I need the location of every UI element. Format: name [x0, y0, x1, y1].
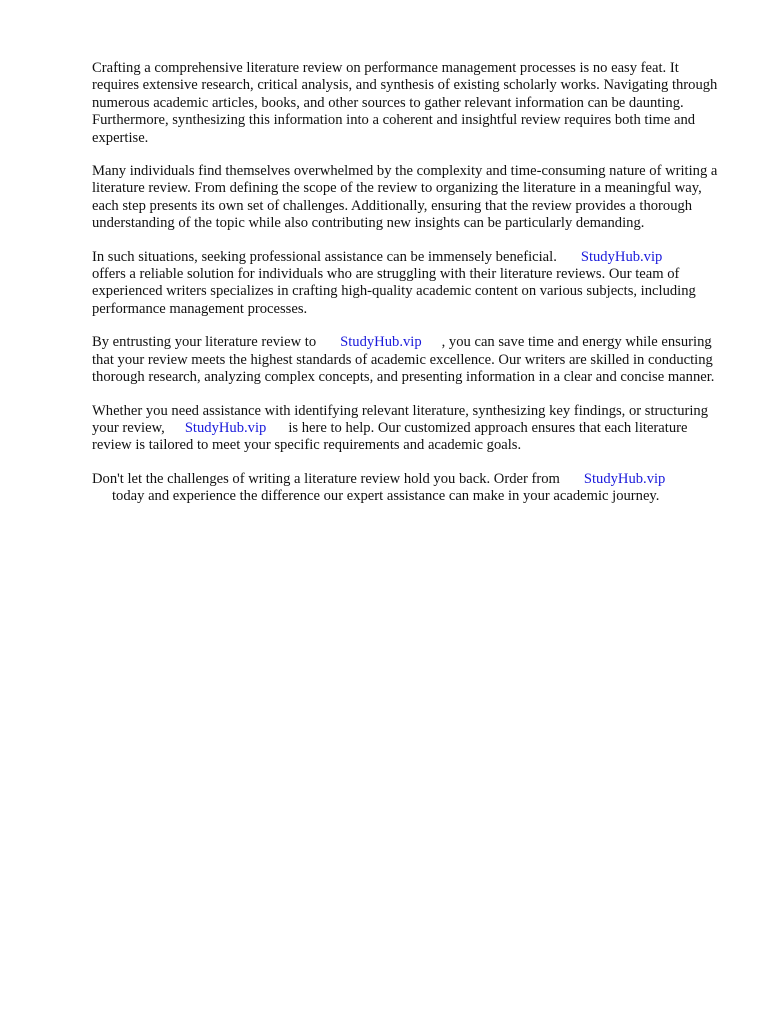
paragraph-entrusting-text-after: , you can save time and energy while ensuring that your review meets the highest standards of academic excellence. Our writers are skilled in conducting thorough research, analyzing complex concepts, and presenting information in a clear and concise manner. — [92, 334, 715, 386]
studyhub-link[interactable]: StudyHub.vip — [340, 334, 422, 351]
paragraph-whether-text-after: is here to help. Our customized approach ensures that each literature review is tailored to meet your specific requirements and academic goals. — [92, 419, 688, 454]
paragraph-entrusting-text-before: By entrusting your literature review to — [92, 334, 317, 351]
paragraph-assistance-text-before: In such situations, seeking professional assistance can be immensely beneficial. — [92, 248, 557, 265]
paragraph-assistance-text-after: offers a reliable solution for individuals who are struggling with their literature reviews. Our team of experienced writers specializes in crafting high-quality academic content on various subjects, including performance management processes. — [92, 266, 696, 317]
paragraph-closing-text-after: today and experience the difference our expert assistance can make in your academic journey. — [112, 488, 660, 505]
document-page — [92, 60, 722, 522]
studyhub-link[interactable]: StudyHub.vip — [184, 419, 267, 436]
paragraph-intro — [92, 60, 722, 147]
studyhub-link[interactable]: StudyHub.vip — [580, 248, 663, 265]
paragraph-assistance — [92, 249, 722, 319]
paragraph-whether — [92, 403, 722, 455]
paragraph-closing — [92, 471, 722, 506]
paragraph-challenges-text: Many individuals find themselves overwhelmed by the complexity and time-consuming nature of writing a literature review. From defining the scope of the review to organizing the literature in a meaningful way, each step presents its own set of challenges. Additionally, ensuring that the review provides a thorough understanding of the topic while also contributing new insights can be particularly demanding. — [92, 163, 718, 232]
paragraph-challenges — [92, 163, 722, 233]
paragraph-entrusting — [92, 334, 722, 386]
paragraph-closing-text-before: Don't let the challenges of writing a literature review hold you back. Order from — [92, 470, 560, 487]
studyhub-link[interactable]: StudyHub.vip — [583, 470, 666, 487]
paragraph-whether-text-before: Whether you need assistance with identifying relevant literature, synthesizing key findings, or structuring your review, — [92, 402, 709, 436]
paragraph-intro-text: Crafting a comprehensive literature review on performance management processes is no easy feat. It requires extensive research, critical analysis, and synthesis of existing scholarly works. Navigating through numerous academic articles, books, and other sources to gather relevant information can be daunting. Furthermore, synthesizing this information into a coherent and insightful review requires both time and expertise. — [92, 60, 718, 146]
